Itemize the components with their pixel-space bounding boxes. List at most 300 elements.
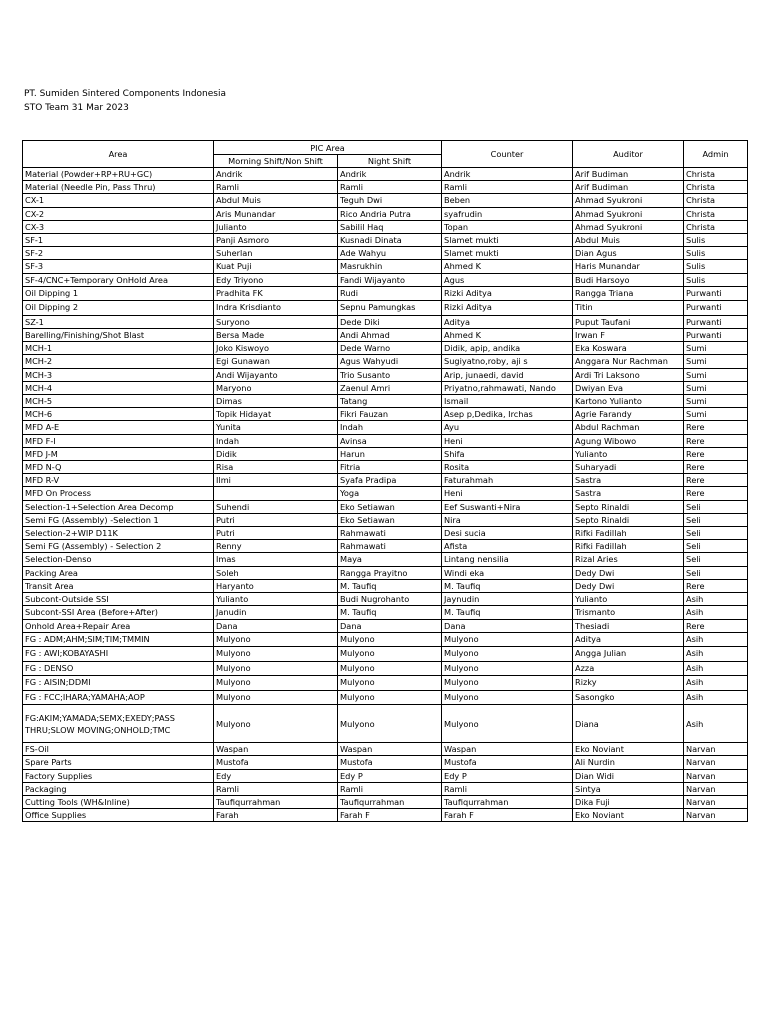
night-shift-cell: Mulyono	[338, 632, 442, 647]
admin-cell: Rere	[684, 487, 748, 500]
auditor-cell: Rizal Aries	[573, 553, 684, 566]
counter-cell: Mulyono	[442, 676, 573, 691]
auditor-cell: Puput Taufani	[573, 315, 684, 328]
night-shift-cell: Kusnadi Dinata	[338, 234, 442, 247]
area-cell: Selection-1+Selection Area Decomp	[23, 500, 214, 513]
auditor-cell: Arif Budiman	[573, 181, 684, 194]
admin-cell: Seli	[684, 527, 748, 540]
admin-cell: Rere	[684, 461, 748, 474]
table-header	[23, 141, 748, 168]
counter-cell: Topan	[442, 220, 573, 233]
table-row	[23, 315, 748, 328]
area-cell: Packing Area	[23, 566, 214, 579]
table-row	[23, 606, 748, 619]
counter-cell: Ramli	[442, 181, 573, 194]
morning-shift-cell: Panji Asmoro	[214, 234, 338, 247]
morning-shift-cell: Mulyono	[214, 661, 338, 676]
counter-cell: Arip, junaedi, david	[442, 368, 573, 381]
header-counter: Counter	[442, 141, 573, 168]
admin-cell: Christa	[684, 168, 748, 181]
area-cell: Subcont-SSI Area (Before+After)	[23, 606, 214, 619]
auditor-cell: Kartono Yulianto	[573, 395, 684, 408]
document-subtitle: STO Team 31 Mar 2023	[24, 103, 129, 113]
admin-cell: Seli	[684, 553, 748, 566]
night-shift-cell: Zaenul Amri	[338, 381, 442, 394]
morning-shift-cell: Suhendi	[214, 500, 338, 513]
area-cell: CX-1	[23, 194, 214, 207]
table-row	[23, 260, 748, 273]
auditor-cell: Ahmad Syukroni	[573, 207, 684, 220]
area-cell: SF-4/CNC+Temporary OnHold Area	[23, 273, 214, 286]
night-shift-cell: Sabilil Haq	[338, 220, 442, 233]
counter-cell: Didik, apip, andika	[442, 342, 573, 355]
area-cell: Cutting Tools (WH&Inline)	[23, 796, 214, 809]
table-row	[23, 500, 748, 513]
auditor-cell: Arif Budiman	[573, 168, 684, 181]
auditor-cell: Abdul Muis	[573, 234, 684, 247]
counter-cell: Heni	[442, 487, 573, 500]
table-row	[23, 381, 748, 394]
admin-cell: Seli	[684, 500, 748, 513]
morning-shift-cell: Mulyono	[214, 705, 338, 743]
counter-cell: Ahmed K	[442, 329, 573, 342]
admin-cell: Sumi	[684, 355, 748, 368]
counter-cell: Ismail	[442, 395, 573, 408]
area-cell: Barelling/Finishing/Shot Blast	[23, 329, 214, 342]
auditor-cell: Budi Harsoyo	[573, 273, 684, 286]
admin-cell: Asih	[684, 676, 748, 691]
admin-cell: Seli	[684, 513, 748, 526]
counter-cell: syafrudin	[442, 207, 573, 220]
table-row	[23, 705, 748, 743]
sto-team-table	[22, 140, 748, 822]
night-shift-cell: Tatang	[338, 395, 442, 408]
table-row	[23, 434, 748, 447]
counter-cell: Ahmed K	[442, 260, 573, 273]
area-cell: MCH-5	[23, 395, 214, 408]
morning-shift-cell: Suryono	[214, 315, 338, 328]
night-shift-cell: Agus Wahyudi	[338, 355, 442, 368]
morning-shift-cell: Mulyono	[214, 647, 338, 662]
admin-cell: Seli	[684, 566, 748, 579]
admin-cell: Purwanti	[684, 315, 748, 328]
counter-cell: Mulyono	[442, 690, 573, 705]
auditor-cell: Septo Rinaldi	[573, 500, 684, 513]
table-row	[23, 329, 748, 342]
morning-shift-cell: Farah	[214, 809, 338, 822]
night-shift-cell: Mulyono	[338, 676, 442, 691]
admin-cell: Sulis	[684, 260, 748, 273]
table-row	[23, 756, 748, 769]
table-row	[23, 769, 748, 782]
morning-shift-cell: Ramli	[214, 782, 338, 795]
night-shift-cell: Dana	[338, 619, 442, 632]
admin-cell: Seli	[684, 540, 748, 553]
counter-cell: Rizki Aditya	[442, 286, 573, 301]
morning-shift-cell: Mulyono	[214, 632, 338, 647]
header-night-shift: Night Shift	[338, 155, 442, 168]
admin-cell: Purwanti	[684, 286, 748, 301]
table-row	[23, 342, 748, 355]
table-row	[23, 194, 748, 207]
auditor-cell: Trismanto	[573, 606, 684, 619]
auditor-cell: Eko Noviant	[573, 743, 684, 756]
counter-cell: Ramli	[442, 782, 573, 795]
night-shift-cell: Dede Warno	[338, 342, 442, 355]
admin-cell: Sumi	[684, 408, 748, 421]
counter-cell: Mulyono	[442, 705, 573, 743]
area-cell: MCH-3	[23, 368, 214, 381]
area-cell: Spare Parts	[23, 756, 214, 769]
admin-cell: Asih	[684, 705, 748, 743]
table-row	[23, 461, 748, 474]
admin-cell: Asih	[684, 690, 748, 705]
morning-shift-cell: Janudin	[214, 606, 338, 619]
morning-shift-cell: Julianto	[214, 220, 338, 233]
admin-cell: Christa	[684, 207, 748, 220]
morning-shift-cell: Dimas	[214, 395, 338, 408]
morning-shift-cell: Risa	[214, 461, 338, 474]
area-cell: MFD J-M	[23, 447, 214, 460]
counter-cell: Beben	[442, 194, 573, 207]
table-row	[23, 421, 748, 434]
counter-cell: Asep p,Dedika, Irchas	[442, 408, 573, 421]
area-cell: CX-3	[23, 220, 214, 233]
counter-cell: Lintang nensilia	[442, 553, 573, 566]
counter-cell: Edy P	[442, 769, 573, 782]
table-row	[23, 487, 748, 500]
auditor-cell: Titin	[573, 301, 684, 316]
counter-cell: M. Taufiq	[442, 606, 573, 619]
area-cell: FG:AKIM;YAMADA;SEMX;EXEDY;PASS THRU;SLOW MOVING;ONHOLD;TMC	[23, 705, 214, 743]
table-row	[23, 553, 748, 566]
night-shift-cell: Andrik	[338, 168, 442, 181]
auditor-cell: Sastra	[573, 487, 684, 500]
table-row	[23, 579, 748, 592]
night-shift-cell: Mulyono	[338, 705, 442, 743]
table-row	[23, 181, 748, 194]
night-shift-cell: Syafa Pradipa	[338, 474, 442, 487]
night-shift-cell: Rangga Prayitno	[338, 566, 442, 579]
admin-cell: Narvan	[684, 782, 748, 795]
table-row	[23, 632, 748, 647]
morning-shift-cell: Andrik	[214, 168, 338, 181]
morning-shift-cell: Indra Krisdianto	[214, 301, 338, 316]
auditor-cell: Eka Koswara	[573, 342, 684, 355]
counter-cell: Desi sucia	[442, 527, 573, 540]
table-row	[23, 743, 748, 756]
admin-cell: Sumi	[684, 368, 748, 381]
area-cell: MFD On Process	[23, 487, 214, 500]
night-shift-cell: Taufiqurrahman	[338, 796, 442, 809]
area-cell: FG : ADM;AHM;SIM;TIM;TMMIN	[23, 632, 214, 647]
table-row	[23, 782, 748, 795]
morning-shift-cell: Imas	[214, 553, 338, 566]
area-cell: MCH-2	[23, 355, 214, 368]
table-row	[23, 593, 748, 606]
area-cell: Transit Area	[23, 579, 214, 592]
admin-cell: Sulis	[684, 234, 748, 247]
night-shift-cell: Fitria	[338, 461, 442, 474]
auditor-cell: Dian Widi	[573, 769, 684, 782]
morning-shift-cell: Bersa Made	[214, 329, 338, 342]
admin-cell: Rere	[684, 619, 748, 632]
counter-cell: Mustofa	[442, 756, 573, 769]
area-cell: MCH-1	[23, 342, 214, 355]
admin-cell: Sulis	[684, 247, 748, 260]
night-shift-cell: Mulyono	[338, 647, 442, 662]
auditor-cell: Ali Nurdin	[573, 756, 684, 769]
auditor-cell: Sasongko	[573, 690, 684, 705]
auditor-cell: Suharyadi	[573, 461, 684, 474]
morning-shift-cell: Yunita	[214, 421, 338, 434]
counter-cell: Sugiyatno,roby, aji s	[442, 355, 573, 368]
night-shift-cell: Avinsa	[338, 434, 442, 447]
auditor-cell: Azza	[573, 661, 684, 676]
counter-cell: Nira	[442, 513, 573, 526]
auditor-cell: Diana	[573, 705, 684, 743]
admin-cell: Asih	[684, 632, 748, 647]
header-auditor: Auditor	[573, 141, 684, 168]
document-header	[24, 87, 226, 115]
night-shift-cell: Yoga	[338, 487, 442, 500]
counter-cell: Ayu	[442, 421, 573, 434]
admin-cell: Narvan	[684, 743, 748, 756]
table-row	[23, 368, 748, 381]
morning-shift-cell: Mulyono	[214, 676, 338, 691]
morning-shift-cell: Taufiqurrahman	[214, 796, 338, 809]
table-row	[23, 661, 748, 676]
night-shift-cell: Maya	[338, 553, 442, 566]
admin-cell: Rere	[684, 447, 748, 460]
morning-shift-cell: Joko Kiswoyo	[214, 342, 338, 355]
night-shift-cell: Rico Andria Putra	[338, 207, 442, 220]
morning-shift-cell: Mulyono	[214, 690, 338, 705]
admin-cell: Purwanti	[684, 329, 748, 342]
counter-cell: Slamet mukti	[442, 234, 573, 247]
admin-cell: Asih	[684, 647, 748, 662]
counter-cell: Eef Suswanti+Nira	[442, 500, 573, 513]
area-cell: Material (Needle Pin, Pass Thru)	[23, 181, 214, 194]
counter-cell: M. Taufiq	[442, 579, 573, 592]
table-row	[23, 408, 748, 421]
area-cell: MFD N-Q	[23, 461, 214, 474]
table-row	[23, 474, 748, 487]
area-cell: Selection-2+WIP D11K	[23, 527, 214, 540]
admin-cell: Rere	[684, 421, 748, 434]
night-shift-cell: Trio Susanto	[338, 368, 442, 381]
admin-cell: Christa	[684, 220, 748, 233]
counter-cell: Mulyono	[442, 661, 573, 676]
table-row	[23, 168, 748, 181]
auditor-cell: Septo Rinaldi	[573, 513, 684, 526]
admin-cell: Narvan	[684, 769, 748, 782]
night-shift-cell: Teguh Dwi	[338, 194, 442, 207]
admin-cell: Asih	[684, 593, 748, 606]
night-shift-cell: Waspan	[338, 743, 442, 756]
admin-cell: Sulis	[684, 273, 748, 286]
night-shift-cell: Ade Wahyu	[338, 247, 442, 260]
night-shift-cell: Mustofa	[338, 756, 442, 769]
night-shift-cell: Fandi Wijayanto	[338, 273, 442, 286]
table-row	[23, 796, 748, 809]
night-shift-cell: Masrukhin	[338, 260, 442, 273]
table-row	[23, 690, 748, 705]
area-cell: FG : FCC;IHARA;YAMAHA;AOP	[23, 690, 214, 705]
table-row	[23, 220, 748, 233]
area-cell: MFD F-I	[23, 434, 214, 447]
counter-cell: Slamet mukti	[442, 247, 573, 260]
auditor-cell: Rifki Fadillah	[573, 540, 684, 553]
morning-shift-cell: Renny	[214, 540, 338, 553]
area-cell: Oil Dipping 2	[23, 301, 214, 316]
night-shift-cell: Ramli	[338, 181, 442, 194]
table-row	[23, 286, 748, 301]
auditor-cell: Ardi Tri Laksono	[573, 368, 684, 381]
admin-cell: Christa	[684, 194, 748, 207]
table-row	[23, 619, 748, 632]
table-row	[23, 527, 748, 540]
table-row	[23, 395, 748, 408]
auditor-cell: Yulianto	[573, 447, 684, 460]
auditor-cell: Dika Fuji	[573, 796, 684, 809]
night-shift-cell: Dede Diki	[338, 315, 442, 328]
counter-cell: Mulyono	[442, 647, 573, 662]
admin-cell: Narvan	[684, 809, 748, 822]
auditor-cell: Eko Noviant	[573, 809, 684, 822]
counter-cell: Rizki Aditya	[442, 301, 573, 316]
auditor-cell: Angga Julian	[573, 647, 684, 662]
morning-shift-cell: Putri	[214, 527, 338, 540]
morning-shift-cell: Didik	[214, 447, 338, 460]
auditor-cell: Haris Munandar	[573, 260, 684, 273]
morning-shift-cell: Mustofa	[214, 756, 338, 769]
admin-cell: Narvan	[684, 796, 748, 809]
counter-cell: Taufiqurrahman	[442, 796, 573, 809]
auditor-cell: Rifki Fadillah	[573, 527, 684, 540]
auditor-cell: Yulianto	[573, 593, 684, 606]
area-cell: FS-Oil	[23, 743, 214, 756]
table-row	[23, 207, 748, 220]
counter-cell: Farah F	[442, 809, 573, 822]
area-cell: Factory Supplies	[23, 769, 214, 782]
table-row	[23, 301, 748, 316]
night-shift-cell: Mulyono	[338, 661, 442, 676]
morning-shift-cell: Aris Munandar	[214, 207, 338, 220]
morning-shift-cell: Yulianto	[214, 593, 338, 606]
auditor-cell: Sintya	[573, 782, 684, 795]
auditor-cell: Ahmad Syukroni	[573, 194, 684, 207]
counter-cell: Faturahmah	[442, 474, 573, 487]
area-cell: MFD R-V	[23, 474, 214, 487]
table-row	[23, 513, 748, 526]
auditor-cell: Anggara Nur Rachman	[573, 355, 684, 368]
table-row	[23, 273, 748, 286]
admin-cell: Rere	[684, 434, 748, 447]
morning-shift-cell: Waspan	[214, 743, 338, 756]
admin-cell: Narvan	[684, 756, 748, 769]
area-cell: MCH-4	[23, 381, 214, 394]
area-cell: Packaging	[23, 782, 214, 795]
morning-shift-cell: Abdul Muis	[214, 194, 338, 207]
night-shift-cell: Indah	[338, 421, 442, 434]
morning-shift-cell: Andi Wijayanto	[214, 368, 338, 381]
table-row	[23, 647, 748, 662]
night-shift-cell: Rudi	[338, 286, 442, 301]
admin-cell: Rere	[684, 474, 748, 487]
night-shift-cell: Fikri Fauzan	[338, 408, 442, 421]
night-shift-cell: M. Taufiq	[338, 579, 442, 592]
auditor-cell: Dwiyan Eva	[573, 381, 684, 394]
morning-shift-cell: Dana	[214, 619, 338, 632]
auditor-cell: Agrie Farandy	[573, 408, 684, 421]
auditor-cell: Agung Wibowo	[573, 434, 684, 447]
night-shift-cell: Rahmawati	[338, 527, 442, 540]
table-row	[23, 447, 748, 460]
table-body	[23, 168, 748, 822]
admin-cell: Purwanti	[684, 301, 748, 316]
table-row	[23, 540, 748, 553]
morning-shift-cell: Pradhita FK	[214, 286, 338, 301]
counter-cell: Mulyono	[442, 632, 573, 647]
admin-cell: Christa	[684, 181, 748, 194]
morning-shift-cell: Haryanto	[214, 579, 338, 592]
table-row	[23, 355, 748, 368]
counter-cell: Agus	[442, 273, 573, 286]
auditor-cell: Irwan F	[573, 329, 684, 342]
morning-shift-cell: Edy	[214, 769, 338, 782]
morning-shift-cell: Topik Hidayat	[214, 408, 338, 421]
admin-cell: Asih	[684, 661, 748, 676]
table-row	[23, 809, 748, 822]
area-cell: FG : AISIN;DDMI	[23, 676, 214, 691]
header-admin: Admin	[684, 141, 748, 168]
auditor-cell: Rangga Triana	[573, 286, 684, 301]
area-cell: SF-3	[23, 260, 214, 273]
counter-cell: Priyatno,rahmawati, Nando	[442, 381, 573, 394]
admin-cell: Sumi	[684, 395, 748, 408]
area-cell: Subcont-Outside SSI	[23, 593, 214, 606]
morning-shift-cell: Suherlan	[214, 247, 338, 260]
morning-shift-cell: Putri	[214, 513, 338, 526]
morning-shift-cell: Maryono	[214, 381, 338, 394]
header-pic-area: PIC Area	[214, 141, 442, 155]
company-name: PT. Sumiden Sintered Components Indonesia	[24, 89, 226, 99]
night-shift-cell: Eko Setiawan	[338, 513, 442, 526]
morning-shift-cell: Ramli	[214, 181, 338, 194]
morning-shift-cell: Soleh	[214, 566, 338, 579]
night-shift-cell: Budi Nugrohanto	[338, 593, 442, 606]
area-cell: Semi FG (Assembly) - Selection 2	[23, 540, 214, 553]
morning-shift-cell: Indah	[214, 434, 338, 447]
morning-shift-cell: Edy Triyono	[214, 273, 338, 286]
night-shift-cell: M. Taufiq	[338, 606, 442, 619]
area-cell: Selection-Denso	[23, 553, 214, 566]
auditor-cell: Dedy Dwi	[573, 566, 684, 579]
area-cell: Material (Powder+RP+RU+GC)	[23, 168, 214, 181]
area-cell: CX-2	[23, 207, 214, 220]
counter-cell: Heni	[442, 434, 573, 447]
auditor-cell: Aditya	[573, 632, 684, 647]
counter-cell: Windi eka	[442, 566, 573, 579]
night-shift-cell: Ramli	[338, 782, 442, 795]
counter-cell: Shifa	[442, 447, 573, 460]
area-cell: MFD A-E	[23, 421, 214, 434]
auditor-cell: Dian Agus	[573, 247, 684, 260]
header-area: Area	[23, 141, 214, 168]
area-cell: Office Supplies	[23, 809, 214, 822]
counter-cell: Aditya	[442, 315, 573, 328]
